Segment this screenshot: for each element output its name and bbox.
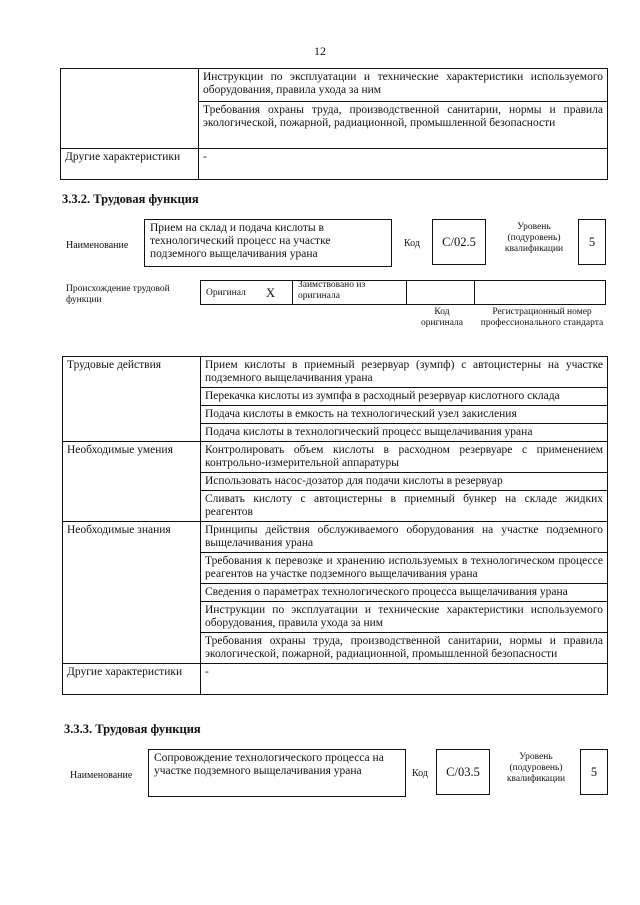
table-cell-text: -	[199, 149, 608, 180]
table-cell-text: Требования охраны труда, производственной санитарии, нормы и правила экологической, пожарной, радиационной, промышленной безопасности	[201, 633, 608, 664]
group-label: Необходимые умения	[63, 442, 201, 522]
function-name-box	[144, 219, 392, 267]
code-original-label: Код оригинала	[421, 307, 463, 328]
divider	[474, 280, 475, 305]
table-row	[63, 357, 608, 388]
table-cell-text: Инструкции по эксплуатации и технические характеристики используемого оборудования, правила ухода за ним	[201, 602, 608, 633]
table-cell-text: Требования охраны труда, производственной санитарии, нормы и правила экологической, пожарной, радиационной, промышленной безопасности	[199, 102, 608, 149]
table-row	[63, 664, 608, 695]
table-cell-text: Требования к перевозке и хранению используемых в технологическом процессе реагентов на участке подземного выщелачивания урана	[201, 553, 608, 584]
function-code: C/03.5	[436, 749, 490, 795]
function-name: Прием на склад и подача кислоты в технологический процесс на участке подземного выщелачивания урана	[150, 222, 331, 260]
table-cell-text: Контролировать объем кислоты в расходном резервуаре с применением контрольно-измерительной аппаратуры	[201, 442, 608, 473]
reg-number-label: Регистрационный номер профессионального стандарта	[480, 307, 604, 328]
table-row	[61, 69, 608, 102]
table-cell-text: Сливать кислоту с автоцистерны в приемный бункер на складе жидких реагентов	[201, 491, 608, 522]
name-label: Наименование	[66, 240, 129, 251]
group-label: Необходимые знания	[63, 522, 201, 664]
table-cell-text: Принципы действия обслуживаемого оборудования на участке подземного выщелачивания урана	[201, 522, 608, 553]
function-name-box	[148, 749, 406, 797]
origin-box	[200, 280, 606, 305]
function-code: C/02.5	[432, 219, 486, 265]
table-row	[63, 442, 608, 473]
qualification-level: 5	[580, 749, 608, 795]
group-label: Трудовые действия	[63, 357, 201, 442]
table-cell-text: Сведения о параметрах технологического процесса выщелачивания урана	[201, 584, 608, 602]
table-cell-text: -	[201, 664, 608, 695]
divider	[406, 280, 407, 305]
divider	[292, 280, 293, 305]
table-cell-text: Перекачка кислоты из зумпфа в расходный резервуар кислотного склада	[201, 388, 608, 406]
page-number: 12	[314, 44, 326, 58]
table-cell-text: Инструкции по эксплуатации и технические характеристики используемого оборудования, правила ухода за ним	[199, 69, 608, 102]
function-name: Сопровождение технологического процесса на участке подземного выщелачивания урана	[154, 752, 384, 777]
qualification-level: 5	[578, 219, 606, 265]
main-table	[62, 356, 608, 695]
original-label: Оригинал	[206, 288, 246, 298]
name-label: Наименование	[70, 770, 133, 781]
table-row	[61, 149, 608, 180]
borrowed-label: Заимствовано из оригинала	[298, 280, 366, 301]
top-table	[60, 68, 608, 180]
code-label: Код	[404, 238, 420, 249]
table-row	[63, 522, 608, 553]
table-cell-text: Подача кислоты в емкость на технологический узел закисления	[201, 406, 608, 424]
level-label: Уровень (подуровень) квалификации	[506, 752, 566, 784]
section-heading: 3.3.2. Трудовая функция	[62, 192, 199, 206]
table-cell-label	[61, 69, 199, 149]
level-label: Уровень (подуровень) квалификации	[504, 222, 564, 254]
original-mark: X	[266, 286, 276, 300]
table-cell-text: Использовать насос-дозатор для подачи кислоты в резервуар	[201, 473, 608, 491]
table-cell-text: Подача кислоты в технологический процесс выщелачивания урана	[201, 424, 608, 442]
code-label: Код	[412, 768, 428, 779]
group-label: Другие характеристики	[63, 664, 201, 695]
origin-label: Происхождение трудовой функции	[66, 284, 170, 305]
table-cell-text: Прием кислоты в приемный резервуар (зумпф) с автоцистерны на участке подземного выщелачивания урана	[201, 357, 608, 388]
section-heading: 3.3.3. Трудовая функция	[64, 722, 201, 736]
table-cell-label: Другие характеристики	[61, 149, 199, 180]
